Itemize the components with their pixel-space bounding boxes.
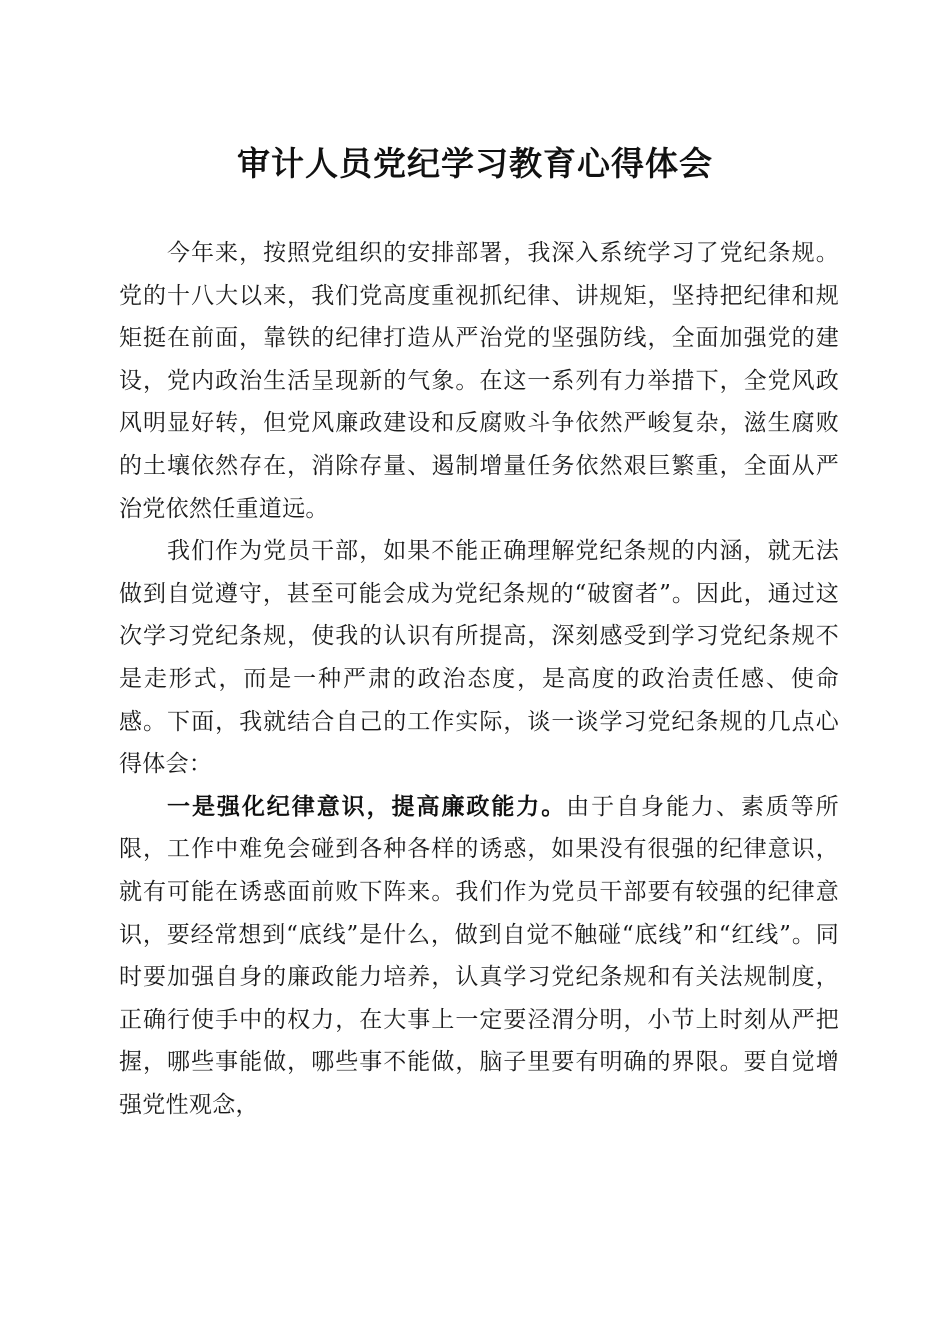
document-title: 审计人员党纪学习教育心得体会 [237, 144, 713, 183]
paragraph-3 [119, 786, 839, 1127]
paragraph-2-text: 我们作为党员干部，如果不能正确理解党纪条规的内涵，就无法做到自觉遵守，甚至可能会成为党纪条规的“破窗者”。因此，通过这次学习党纪条规，使我的认识有所提高，深刻感受到学习党纪条规不是走形式，而是一种严肃的政治态度，是高度的政治责任感、使命感。下面，我就结合自己的工作实际，谈一谈学习党纪条规的几点心得体会： [119, 538, 839, 778]
document-body [119, 232, 839, 1126]
paragraph-2 [119, 530, 839, 786]
paragraph-3-text: 由于自身能力、素质等所限，工作中难免会碰到各种各样的诱惑，如果没有很强的纪律意识，就有可能在诱惑面前败下阵来。我们作为党员干部要有较强的纪律意识，要经常想到“底线”是什么，做到自觉不触碰“底线”和“红线”。同时要加强自身的廉政能力培养，认真学习党纪条规和有关法规制度，正确行使手中的权力，在大事上一定要泾渭分明，小节上时刻从严把握，哪些事能做，哪些事不能做，脑子里要有明确的界限。要自觉增强党性观念， [119, 793, 839, 1118]
paragraph-1 [119, 232, 839, 530]
paragraph-3-lead: 一是强化纪律意识，提高廉政能力。 [167, 792, 567, 820]
paragraph-1-text: 今年来，按照党组织的安排部署，我深入系统学习了党纪条规。党的十八大以来，我们党高度重视抓纪律、讲规矩，坚持把纪律和规矩挺在前面，靠铁的纪律打造从严治党的坚强防线，全面加强党的建设，党内政治生活呈现新的气象。在这一系列有力举措下，全党风政风明显好转，但党风廉政建设和反腐败斗争依然严峻复杂，滋生腐败的土壤依然存在，消除存量、遏制增量任务依然艰巨繁重，全面从严治党依然任重道远。 [119, 240, 839, 522]
